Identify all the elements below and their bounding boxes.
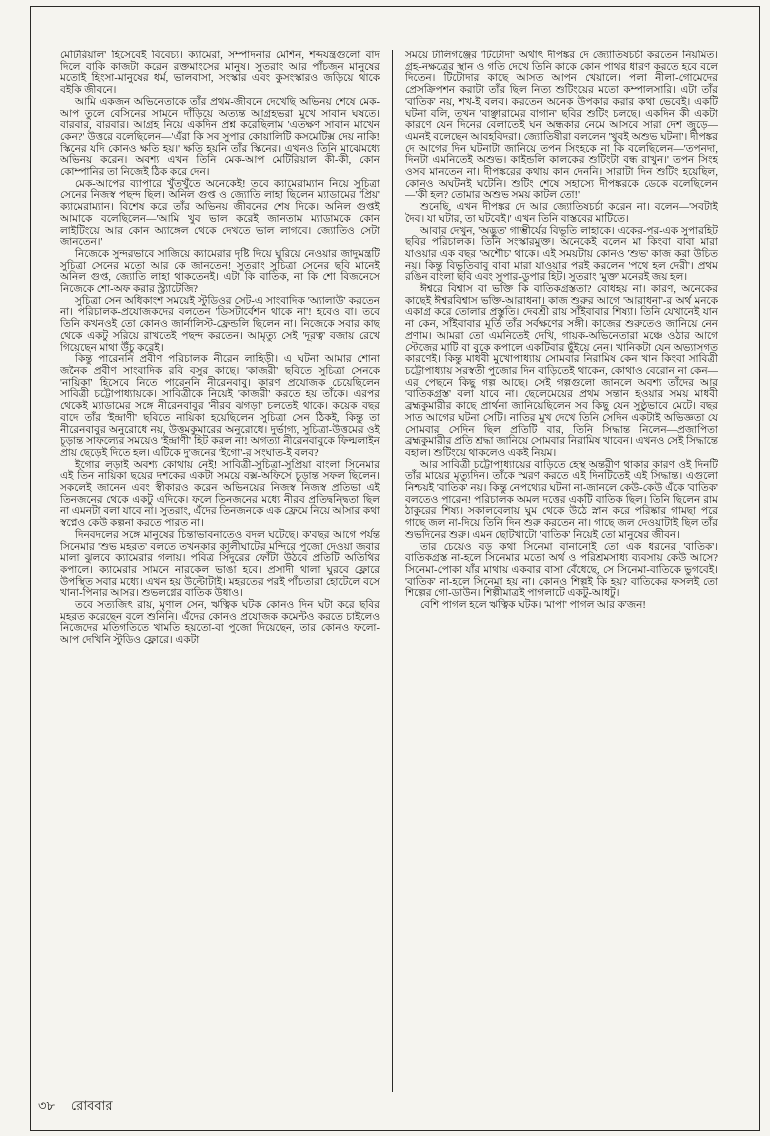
paragraph: মেক-আপের ব্যাপারে খুঁতখুঁতে অনেকেই! তবে ক্যামেরাম্যান নিয়ে সুচিত্রা সেনের নিজস্ব পছন্দ ছিল। অনিল গুপ্ত ও জ্যোতি লাহা ছিলেন ম্যাডামের 'প্রিয়' ক্যামেরাম্যান। বিশেষ করে তাঁর অভিনয় জীবনের শেষ দিকে। অনিল গুপ্তই আমাকে বলেছিলেন—'আমি খুব ভাল করেই জানতাম ম্যাডামকে কোন লাইটিংয়ে আর কোন অ্যাঙ্গেল থেকে দেখতে ভাল লাগবে। জ্যোতিও সেটা জানতেন।' [60, 178, 380, 249]
paragraph: সুচিত্রা সেন অধিকাংশ সময়েই স্টুডিওর সেট-এ সাংবাদিক 'অ্যালাউ' করতেন না। পরিচালক-প্রযোজকদের বলতেন 'ডিসটার্বেশন থাকে না'! হবেও বা। তবে তিনি কখনওই তো কোনও জার্নালিস্ট-ফ্রেন্ডলি ছিলেন না। নিজেকে সবার কাছ থেকে একটু সরিয়ে রাখতেই পছন্দ করতেন। আমৃত্যু সেই 'দূরত্ব' বজায় রেখে গিয়েছেন মাথা উঁচু করেই। [60, 295, 380, 354]
paragraph: ইগোর লড়াই অবশ্য কোথায় নেই! সাবিত্রী-সুচিত্রা-সুপ্রিয়া বাংলা সিনেমার এই তিন নায়িকা ছয়ের দশকের একটা সময়ে বক্স-অফিসে চূড়ান্ত সফল ছিলেন। সকলেই জানেন এবং স্বীকারও করেন অভিনয়ের নিজস্ব নিজস্ব প্রতিভা এই তিনজনের থেকে একটু এদিকে। ফলে তিনজনের মধ্যে নীরব প্রতিদ্বন্দ্বিতা ছিল না এমনটা বলা যাবে না। সুতরাং, এঁদের তিনজনকে এক ফ্রেমে নিয়ে আসার কথা স্বপ্নেও কেউ কল্পনা করতে পারত না। [60, 459, 380, 530]
column-divider [392, 50, 393, 1092]
article-body [60, 50, 718, 1092]
paragraph: শুনেছি, এখন দীপঙ্কর দে আর জ্যোতিষচর্চা করেন না। বলেন—'সবটাই দৈব। যা ঘটার, তা ঘটবেই।' এখন তিনি বাস্তবের মাটিতে। [405, 202, 718, 225]
paragraph: নিজেকে সুন্দরভাবে সাজিয়ে ক্যামেরার দৃষ্টি দিয়ে ঘুরিয়ে নেওয়ার জাদুমন্ত্রটি সুচিত্রা সেনের মতো আর কে জানতেন! সুতরাং সুচিত্রা সেনের ছবি মানেই অনিল গুপ্ত, জ্যোতি লাহা থাকতেনই। এটা কি বাতিক, না কি শো বিজনেসে নিজেকে শো-অফ করার স্ট্র্যাটেজি? [60, 248, 380, 296]
paragraph: সময়ে টালিগঞ্জের 'টিটোদা' অর্থাৎ দীপঙ্কর দে জ্যোতিষচর্চা করতেন নিয়মিত। গ্রহ-নক্ষত্রের স্থান ও গতি দেখে তিনি কাকে কোন পাথর ধারণ করতে হবে বলে দিতেন। টিটোদার কাছে আসত আপন খেয়ালে। পলা নীলা-গোমেদের প্রেসক্রিপশন করাটা তাঁর ছিল নিত্য শুটিংয়ের মতো কম্পালসারি। এটা তাঁর 'বাতিক' নয়, শখ-ই বলব। করতেন অনেক উপকার করার কথা ভেবেই। একটি ঘটনা বলি, তখন 'বাঞ্ছারামের বাগান' ছবির শুটিং চলছে। একদিন কী একটা কারণে যেন দিনের বেলাতেই ঘন অন্ধকার নেমে আসবে সারা দেশ জুড়ে—এমনই বলেছেন আবহবিদরা। জ্যোতিষীরা বললেন 'খুবই অশুভ ঘটনা'। দীপঙ্কর দে আগের দিন ঘটনাটা জানিয়ে তপন সিংহকে না কি বলেছিলেন—'তপনদা, দিনটা এমনিতেই অশুভ। কাইন্ডলি কালকের শুটিংটা বন্ধ রাখুন।' তপন সিংহ ওসব মানতেন না। দীপঙ্করের কথায় কান দেননি। সারাটা দিন শুটিং হয়েছিল, কোনও অঘটনই ঘটেনি। শুটিং শেষে সহাস্যে দীপঙ্করকে ডেকে বলেছিলেন—'কী হল? তোমার অশুভ সময় কাটল তো!' [405, 50, 718, 202]
paragraph: কিন্তু পারেননি প্রবীণ পরিচালক নীরেন লাহিড়ী। এ ঘটনা আমার শোনা জনৈক প্রবীণ সাংবাদিক রবি বসুর কাছে। 'কাজরী' ছবিতে সুচিত্রা সেনকে 'নায়িকা' হিসেবে নিতে পারেননি নীরেনবাবু। কারণ প্রযোজক চেয়েছিলেন সাবিত্রী চট্টোপাধ্যায়কে। সাবিত্রীকে নিয়েই 'কাজরী' করতে হয় তাঁকে। এরপর থেকেই ম্যাডামের সঙ্গে নীরেনবাবুর 'নীরব ঝগড়া' চলতেই থাকে। কয়েক বছর বাদে তাঁর 'ইন্দ্রাণী' ছবিতে নায়িকা হয়েছিলেন সুচিত্রা সেন ঠিকই, কিন্তু তা নীরেনবাবুর অনুরোধে নয়, উত্তমকুমারের অনুরোধে। দুর্ভাগ্য, সুচিত্রা-উত্তমের ওই চূড়ান্ত সাফল্যের সময়েও 'ইন্দ্রাণী' হিট করল না! অগত্যা নীরেনবাবুকে ফিল্মলাইন প্রায় ছেড়েই দিতে হল। এটিকে দু'জনের 'ইগো'-র সংঘাত-ই বলব? [60, 354, 380, 459]
text-column-left [60, 50, 380, 1092]
magazine-name: রোববার [70, 1098, 113, 1113]
page-number: ৩৮ [38, 1098, 55, 1113]
paragraph: তবে সত্যজিৎ রায়, মৃণাল সেন, ঋত্বিক ঘটক কোনও দিন ঘটা করে ছবির মহরত করেছেন বলে শুনিনি। এঁদের কোনও প্রযোজক কমেন্টও করতে চাইলেও নিজেদের মতিগতিতে খামতি হয়তো-বা পুজো দিয়েছেন, তার কোনও ফলো-আপ দেখিনি স্টুডিও ফ্লোরে। একটা [60, 600, 380, 647]
paragraph: ঈশ্বরে বিশ্বাস বা ভক্তি কি বাতিকগ্রস্ততা? বোধহয় না। কারণ, অনেকের কাছেই ঈশ্বরবিশ্বাস ভক্তি-আরাধনা। কাজ শুরুর আগে 'আরাধনা'-র অর্থ মনকে একাগ্র করে তোলার প্রস্তুতি। দেবশ্রী রায় সাঁইবাবার শিষ্যা। তিনি যেখানেই যান না কেন, সাঁইবাবার মূর্তি তাঁর সর্বক্ষণের সঙ্গী। কাজের শুরুতেও জানিয়ে নেন প্রণাম। আমরা তো এমনিতেই দেখি, গায়ক-অভিনেতারা মঞ্চে ওঠার আগে স্টেজের মাটি বা বুকে কপালে একটিবার ছুঁইয়ে নেন। খানিকটা যেন অভ্যাসগত কারণেই। কিন্তু মাধবী মুখোপাধ্যায় সোমবার নিরামিষ কেন খান কিংবা সাবিত্রী চট্টোপাধ্যায় সরস্বতী পুজোর দিন বাড়িতেই থাকেন, কোথাও বেরোন না কেন—এর পেছনে কিছু গল্প আছে। সেই গল্পগুলো জানলে অবশ্য তাঁদের আর 'বাতিকগ্রস্ত' বলা যাবে না। ছেলেমেয়ের প্রথম সন্তান হওয়ার সময় মাধবী ব্রহ্মকুমারীর কাছে প্রার্থনা জানিয়েছিলেন সব কিছু যেন সুষ্ঠুভাবে মেটে। বছর সাত আগের ঘটনা সেটি। নাতির মুখ দেখে তিনি সেদিন একটাই অভিজ্ঞতা যে সোমবার সেদিন ছিল প্রতিটি বার, তিনি সিদ্ধান্ত নিলেন—প্রজাপিতা ব্রহ্মকুমারীর প্রতি শ্রদ্ধা জানিয়ে সোমবার নিরামিষ খাবেন। এখনও সেই সিদ্ধান্তে বহাল। শুটিংয়ে থাকলেও একই নিয়ম। [405, 284, 718, 459]
page-footer [38, 1097, 112, 1118]
paragraph: দিনবদলের সঙ্গে মানুষের চিন্তাভাবনাতেও বদল ঘটেছে। ক'বছর আগে পর্যন্ত সিনেমার 'শুভ মহরত' বলতে তখনকার কালীঘাটের মন্দিরে পুজো দেওয়া জবার মালা ঝুলবে ক্যামেরার গলায়। পবিত্র সিঁদুরের ফোঁটা উঠবে প্রতিটি অতিথির কপালে। ক্যামেরার সামনে নারকেল ভাঙা হবে। প্রসাদী থালা ঘুরবে ফ্লোরে উপস্থিত সবার মধ্যে। এখন হয় উল্টোটাই। মহরতের পরই পাঁচতারা হোটেলে বসে খানা-পিনার আসর। শুভলগ্নের বাতিক উধাও। [60, 529, 380, 600]
text-column-right [405, 50, 718, 1092]
paragraph: আবার দেখুন, 'অদ্ভুত' গাম্ভীর্যের বিভূতি লাহাকে। একের-পর-এক সুপারহিট ছবির পরিচালক। তিনি সংস্কারমুক্ত। অনেকেই বলেন মা কিংবা বাবা মারা যাওয়ার এক বছর 'অশৌচ' থাকে। এই সময়টায় কোনও 'শুভ' কাজ করা উচিত নয়। কিন্তু বিভূতিবাবু বাবা মারা যাওয়ার পরই করলেন 'পথে হল দেরী'। প্রথম রঙিন বাংলা ছবি এবং সুপার-ডুপার হিট। সুতরাং 'মুক্ত' মনেরই জয় হল। [405, 225, 718, 284]
paragraph: আমি একজন অভিনেতাকে তাঁর প্রথম-জীবনে দেখেছি অভিনয় শেষে মেক-আপ তুলে বেসিনের সামনে দাঁড়িয়ে অত্যন্ত আগ্রহভরা মুখে সাবান ঘষতে। বারবার, বারবার। আগ্রহ নিয়ে একদিন প্রশ্ন করেছিলাম 'এতক্ষণ সাবান মাখেন কেন?' উত্তরে বলেছিলেন—'এঁরা কি সব সুপার কোয়ালিটি কসমেটিক্স দেয় নাকি! স্কিনের যদি কোনও ক্ষতি হয়।' ক্ষতি হয়নি তাঁর স্কিনের। এখনও তিনি মাঝেমধ্যে অভিনয় করেন। অবশ্য এখন তিনি মেক-আপ মেটিরিয়াল কী-কী, কোন কোম্পানির তা নিজেই ঠিক করে দেন। [60, 96, 380, 179]
paragraph: আর সাবিত্রী চট্টোপাধ্যায়ের বাড়িতে হেস্থ অন্তরীণ থাকার কারণ ওই দিনটি তাঁর মায়ের মৃত্যুদিন। তাঁকে স্মরণ করতে এই দিনটিতেই এই সিদ্ধান্ত। এগুলো নিশ্চয়ই 'বাতিক' নয়। কিন্তু নেপথ্যের ঘটনা না-জানলে কেউ-কেউ এঁকে 'বাতিক' বলতেও পারেন! পরিচালক অমল দত্তের একটি বাতিক ছিল। তিনি ছিলেন রাম ঠাকুরের শিষ্য। সকালবেলায় ঘুম থেকে উঠে স্নান করে পরিষ্কার গামছা পরে গাছে জল না-দিয়ে তিনি দিন শুরু করতেন না। গাছে জল দেওয়াটাই ছিল তাঁর শুভদিনের শুরু। এমন ছোটখাটো 'বাতিক' নিয়েই তো মানুষের জীবন। [405, 459, 718, 541]
paragraph: বেশি পাগল হলে ঋত্বিক ঘটক। 'মাপা' পাগল আর ক'জন! [420, 600, 646, 612]
paragraph: তার চেয়েও বড় কথা সিনেমা বানানোই তো এক ধরনের 'বাতিক'। বাতিকগ্রস্ত না-হলে সিনেমার মতো অর্থ ও পরিশ্রমসাধ্য ব্যবসায় কেউ আসে? সিনেমা-পোকা যাঁর মাথায় একবার বাসা বেঁধেছে, সে সিনেমা-বাতিকে ভুগবেই। 'বাতিক' না-হলে সিনেমা হয় না। কোনও শিল্পই কি হয়? বাতিকের ফসলই তো শিল্পের গো-ডাউন। শিল্পীমাত্রই পাগলাটে একটু-আধটু। [405, 541, 718, 600]
paragraph: মেটিরিয়াল' হিসেবেই বিবেচ্য। ক্যামেরা, সম্পাদনার মেশিন, শব্দযন্ত্রগুলো বাদ দিলে বাকি কাজটা করেন রক্তমাংসের মানুষ। সুতরাং আর পাঁচজন মানুষের মতোই হিংসা-মানুষের ধর্ম, ভালবাসা, সংস্কার এবং কুসংস্কারও জড়িয়ে থাকে বইকি জীবনে। [60, 50, 380, 97]
